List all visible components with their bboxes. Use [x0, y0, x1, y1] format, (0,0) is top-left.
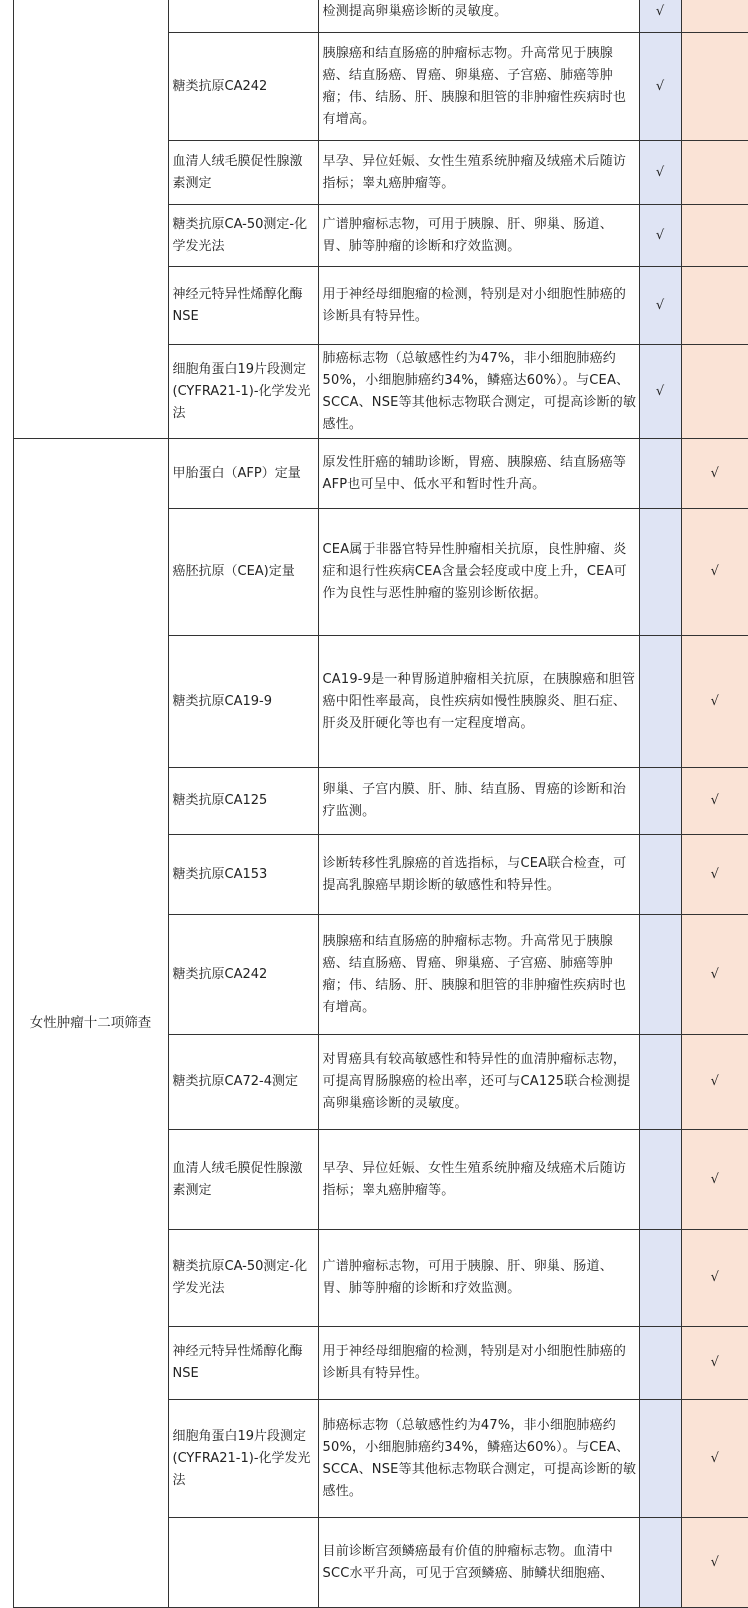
package-a-check-cell — [639, 1230, 681, 1327]
package-b-check-cell — [681, 1130, 748, 1230]
check-mark: √ — [710, 1450, 719, 1466]
package-b-check-cell — [681, 345, 748, 439]
check-mark: √ — [655, 78, 665, 94]
margin-cell — [0, 0, 13, 439]
table-row — [0, 439, 748, 509]
package-b-check-cell — [681, 141, 748, 205]
test-description-cell: 对胃癌具有较高敏感性和特异性的血清肿瘤标志物，可提高胃肠腺癌的检出率，还可与CA125联合检测提高卵巢癌诊断的灵敏度。 — [318, 1035, 639, 1130]
test-name-cell: 糖类抗原CA153 — [168, 835, 318, 915]
test-name-cell: 神经元特异性烯醇化酶NSE — [168, 1327, 318, 1400]
package-name-cell: 女性肿瘤十二项筛查 — [13, 439, 168, 1608]
package-b-check-cell — [681, 1518, 748, 1608]
check-mark: √ — [710, 1355, 719, 1370]
package-a-check-cell — [639, 1130, 681, 1230]
package-a-check-cell — [639, 345, 681, 439]
margin-cell — [0, 439, 13, 1608]
check-mark: √ — [710, 1171, 719, 1187]
package-b-check-cell — [681, 267, 748, 345]
check-mark: √ — [655, 383, 665, 399]
test-name-cell: 甲胎蛋白（AFP）定量 — [168, 439, 318, 509]
test-description-cell: CA19-9是一种胃肠道肿瘤相关抗原，在胰腺癌和胆管癌中阳性率最高，良性疾病如慢性胰腺炎、胆石症、肝炎及肝硬化等也有一定程度增高。 — [318, 636, 639, 768]
check-mark: √ — [710, 564, 719, 579]
test-name-cell: 细胞角蛋白19片段测定(CYFRA21-1)-化学发光法 — [168, 1400, 318, 1518]
package-a-check-cell — [639, 509, 681, 636]
package-a-check-cell — [639, 1035, 681, 1130]
package-b-check-cell — [681, 636, 748, 768]
test-description-cell: 广谱肿瘤标志物，可用于胰腺、肝、卵巢、肠道、胃、肺等肿瘤的诊断和疗效监测。 — [318, 1230, 639, 1327]
package-a-check-cell — [639, 915, 681, 1035]
test-name-cell: 血清人绒毛膜促性腺激素测定 — [168, 141, 318, 205]
package-a-check-cell — [639, 267, 681, 345]
check-mark: √ — [710, 465, 719, 481]
package-a-check-cell — [639, 1400, 681, 1518]
package-a-check-cell — [639, 835, 681, 915]
package-b-check-cell — [681, 33, 748, 141]
test-description-cell: 广谱肿瘤标志物，可用于胰腺、肝、卵巢、肠道、胃、肺等肿瘤的诊断和疗效监测。 — [318, 205, 639, 267]
test-name-cell: 血清人绒毛膜促性腺激素测定 — [168, 1130, 318, 1230]
package-b-check-cell — [681, 835, 748, 915]
package-a-check-cell — [639, 1518, 681, 1608]
test-name-cell: 糖类抗原CA19-9 — [168, 636, 318, 768]
package-a-check-cell — [639, 0, 681, 33]
test-description-cell: 用于神经母细胞瘤的检测，特别是对小细胞性肺癌的诊断具有特异性。 — [318, 1327, 639, 1400]
check-mark: √ — [710, 866, 719, 882]
test-name-cell: 糖类抗原CA-50测定-化学发光法 — [168, 205, 318, 267]
test-description-cell: 目前诊断宫颈鳞癌最有价值的肿瘤标志物。血清中SCC水平升高，可见于宫颈鳞癌、肺鳞状细胞癌、 — [318, 1518, 639, 1608]
test-name-cell — [168, 1518, 318, 1608]
check-mark: √ — [710, 693, 719, 709]
test-description-cell: CEA属于非器官特异性肿瘤相关抗原，良性肿瘤、炎症和退行性疾病CEA含量会轻度或中度上升，CEA可作为良性与恶性肿瘤的鉴别诊断依据。 — [318, 509, 639, 636]
package-a-check-cell — [639, 33, 681, 141]
check-mark: √ — [710, 1554, 719, 1570]
package-b-check-cell — [681, 1035, 748, 1130]
test-name-cell: 糖类抗原CA125 — [168, 768, 318, 835]
check-mark: √ — [710, 966, 719, 982]
package-b-check-cell — [681, 915, 748, 1035]
test-description-cell: 检测提高卵巢癌诊断的灵敏度。 — [318, 0, 639, 33]
test-description-cell: 胰腺癌和结直肠癌的肿瘤标志物。升高常见于胰腺癌、结直肠癌、胃癌、卵巢癌、子宫癌、肺癌等肿瘤；伟、结肠、肝、胰腺和胆管的非肿瘤性疾病时也有增高。 — [318, 915, 639, 1035]
package-b-check-cell — [681, 509, 748, 636]
test-name-cell: 糖类抗原CA72-4测定 — [168, 1035, 318, 1130]
test-description-cell: 用于神经母细胞瘤的检测，特别是对小细胞性肺癌的诊断具有特异性。 — [318, 267, 639, 345]
package-b-check-cell — [681, 439, 748, 509]
test-name-cell: 癌胚抗原（CEA)定量 — [168, 509, 318, 636]
test-description-cell: 早孕、异位妊娠、女性生殖系统肿瘤及绒癌术后随访指标；睾丸癌肿瘤等。 — [318, 141, 639, 205]
check-mark: √ — [655, 227, 665, 243]
test-description-cell: 原发性肝癌的辅助诊断，胃癌、胰腺癌、结直肠癌等AFP也可呈中、低水平和暂时性升高。 — [318, 439, 639, 509]
package-b-check-cell — [681, 1327, 748, 1400]
package-a-check-cell — [639, 636, 681, 768]
test-description-cell: 卵巢、子宫内膜、肝、肺、结直肠、胃癌的诊断和治疗监测。 — [318, 768, 639, 835]
test-name-cell: 糖类抗原CA-50测定-化学发光法 — [168, 1230, 318, 1327]
test-description-cell: 诊断转移性乳腺癌的首选指标，与CEA联合检查，可提高乳腺癌早期诊断的敏感性和特异性。 — [318, 835, 639, 915]
check-mark: √ — [655, 297, 665, 313]
check-mark: √ — [710, 1074, 719, 1089]
test-name-cell: 糖类抗原CA242 — [168, 915, 318, 1035]
test-description-cell: 肺癌标志物（总敏感性约为47%，非小细胞肺癌约50%，小细胞肺癌约34%，鳞癌达60%）。与CEA、SCCA、NSE等其他标志物联合测定，可提高诊断的敏感性。 — [318, 345, 639, 439]
test-description-cell: 早孕、异位妊娠、女性生殖系统肿瘤及绒癌术后随访指标；睾丸癌肿瘤等。 — [318, 1130, 639, 1230]
package-a-check-cell — [639, 768, 681, 835]
package-name-cell — [13, 0, 168, 439]
table-row — [0, 0, 748, 33]
check-mark: √ — [710, 793, 719, 808]
test-name-cell: 糖类抗原CA242 — [168, 33, 318, 141]
test-name-cell: 神经元特异性烯醇化酶NSE — [168, 267, 318, 345]
package-a-check-cell — [639, 1327, 681, 1400]
check-mark: √ — [655, 3, 665, 19]
check-mark: √ — [710, 1270, 719, 1285]
package-b-check-cell — [681, 205, 748, 267]
package-a-check-cell — [639, 141, 681, 205]
test-name-cell — [168, 0, 318, 33]
package-b-check-cell — [681, 768, 748, 835]
test-description-cell: 肺癌标志物（总敏感性约为47%，非小细胞肺癌约50%，小细胞肺癌约34%，鳞癌达60%）。与CEA、SCCA、NSE等其他标志物联合测定，可提高诊断的敏感性。 — [318, 1400, 639, 1518]
package-a-check-cell — [639, 205, 681, 267]
test-description-cell: 胰腺癌和结直肠癌的肿瘤标志物。升高常见于胰腺癌、结直肠癌、胃癌、卵巢癌、子宫癌、肺癌等肿瘤；伟、结肠、肝、胰腺和胆管的非肿瘤性疾病时也有增高。 — [318, 33, 639, 141]
package-b-check-cell — [681, 1400, 748, 1518]
package-b-check-cell — [681, 0, 748, 33]
package-a-check-cell — [639, 439, 681, 509]
test-name-cell: 细胞角蛋白19片段测定(CYFRA21-1)-化学发光法 — [168, 345, 318, 439]
check-mark: √ — [655, 164, 665, 180]
package-b-check-cell — [681, 1230, 748, 1327]
